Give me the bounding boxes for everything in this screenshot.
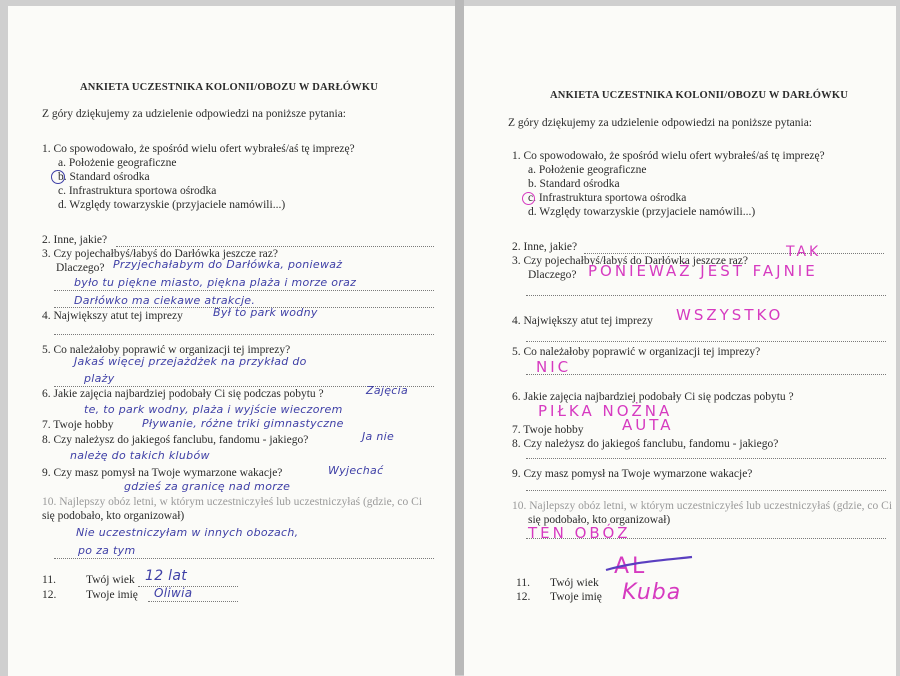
answer-6-line-2: te, to park wodny, plaża i wyjście wieczorem: [84, 403, 343, 416]
question-12-number: 12.: [42, 589, 57, 601]
page-gutter: [455, 0, 464, 675]
question-9: 9. Czy masz pomysł na Twoje wymarzone wakacje?: [42, 467, 283, 479]
question-10-cont: się podobało, kto organizował): [528, 514, 671, 526]
survey-title: ANKIETA UCZESTNIKA KOLONII/OBOZU W DARŁÓWKU: [550, 90, 848, 101]
answer-10: TEN OBÓZ: [528, 524, 631, 542]
q1-option-a: a. Położenie geograficzne: [58, 157, 177, 169]
answer-6: PIŁKA NOŻNA: [538, 402, 673, 420]
question-5: 5. Co należałoby poprawić w organizacji tej imprezy?: [42, 344, 291, 356]
question-1: 1. Co spowodowało, że spośród wielu ofert wybrałeś/aś tę imprezę?: [512, 150, 825, 162]
q1-option-b: b. Standard ośrodka: [58, 171, 150, 183]
answer-3: PONIEWAŻ JEST FAJNIE: [588, 262, 818, 280]
answer-line: [584, 253, 884, 254]
survey-title: ANKIETA UCZESTNIKA KOLONII/OBOZU W DARŁÓWKU: [80, 82, 378, 93]
question-3-why: Dlaczego?: [528, 269, 577, 281]
question-6: 6. Jakie zajęcia najbardziej podobały Ci się podczas pobytu ?: [512, 391, 794, 403]
question-11: Twój wiek: [86, 574, 135, 586]
question-3: 3. Czy pojechałbyś/łabyś do Darłówka jeszcze raz?: [42, 248, 278, 260]
answer-line: [526, 490, 886, 491]
answer-5: NIC: [536, 358, 572, 376]
right-survey-sheet: [464, 6, 896, 676]
answer-line: [526, 458, 886, 459]
answer-line: [526, 538, 886, 539]
question-12: Twoje imię: [86, 589, 138, 601]
q1-option-c: c. Infrastruktura sportowa ośrodka: [58, 185, 217, 197]
answer-8-line-1: Ja nie: [362, 430, 395, 443]
question-12: Twoje imię: [550, 591, 602, 603]
q1-option-c: c. Infrastruktura sportowa ośrodka: [528, 192, 687, 204]
question-10: 10. Najlepszy obóz letni, w którym uczestniczyłeś lub uczestniczyłaś (gdzie, co Ci: [512, 500, 893, 512]
answer-7: AUTA: [622, 416, 674, 434]
answer-line: [116, 246, 434, 247]
q1-option-d: d. Względy towarzyskie (przyjaciele namówili...): [58, 199, 286, 211]
left-survey-sheet: [8, 6, 455, 676]
answer-9-line-1: Wyjechać: [328, 464, 384, 477]
answer-5-line-1: Jakaś więcej przejażdżek na przykład do: [74, 355, 307, 368]
question-4: 4. Największy atut tej imprezy: [512, 315, 653, 327]
answer-10-line-2: po za tym: [78, 544, 136, 557]
question-5: 5. Co należałoby poprawić w organizacji tej imprezy?: [512, 346, 761, 358]
answer-12: Oliwia: [154, 586, 193, 600]
answer-7: Pływanie, różne triki gimnastyczne: [142, 417, 344, 430]
question-2: 2. Inne, jakie?: [42, 234, 108, 246]
question-10-cont: się podobało, kto organizował): [42, 510, 185, 522]
answer-11: 12 lat: [145, 568, 188, 584]
survey-intro: Z góry dziękujemy za udzielenie odpowiedzi na poniższe pytania:: [508, 117, 812, 129]
answer-8-line-2: należę do takich klubów: [70, 449, 210, 462]
q1-choice-circle: [51, 170, 65, 184]
q1-choice-circle: [522, 192, 535, 205]
answer-4: Był to park wodny: [213, 306, 318, 319]
question-3-why: Dlaczego?: [56, 262, 105, 274]
answer-11: AL: [614, 554, 648, 579]
question-1: 1. Co spowodowało, że spośród wielu ofert wybrałeś/aś tę imprezę?: [42, 143, 355, 155]
answer-3-line-3: Darłówko ma ciekawe atrakcje.: [74, 294, 256, 307]
answer-3-line-2: było tu piękne miasto, piękna plaża i morze oraz: [74, 276, 357, 289]
answer-line: [54, 558, 434, 559]
question-11-number: 11.: [516, 577, 530, 589]
answer-9-line-2: gdzieś za granicę nad morze: [124, 480, 291, 493]
question-11: Twój wiek: [550, 577, 599, 589]
question-8: 8. Czy należysz do jakiegoś fanclubu, fandomu - jakiego?: [512, 438, 779, 450]
answer-line: [526, 341, 886, 342]
answer-10-line-1: Nie uczestniczyłam w innych obozach,: [76, 526, 299, 539]
survey-intro: Z góry dziękujemy za udzielenie odpowiedzi na poniższe pytania:: [42, 108, 346, 120]
question-12-number: 12.: [516, 591, 531, 603]
question-10: 10. Najlepszy obóz letni, w którym uczestniczyłeś lub uczestniczyłaś (gdzie, co Ci: [42, 496, 423, 508]
answer-line: [54, 334, 434, 335]
answer-line: [54, 290, 434, 291]
question-6: 6. Jakie zajęcia najbardziej podobały Ci się podczas pobytu ?: [42, 388, 324, 400]
answer-3-top: TAK: [786, 244, 822, 260]
answer-12: Kuba: [622, 580, 682, 605]
answer-6-line-1: Zajęcia: [366, 384, 409, 397]
question-2: 2. Inne, jakie?: [512, 241, 578, 253]
q1-option-a: a. Położenie geograficzne: [528, 164, 647, 176]
question-9: 9. Czy masz pomysł na Twoje wymarzone wakacje?: [512, 468, 753, 480]
answer-4: WSZYSTKO: [676, 306, 784, 324]
question-4: 4. Największy atut tej imprezy: [42, 310, 183, 322]
answer-line: [526, 295, 886, 296]
question-8: 8. Czy należysz do jakiegoś fanclubu, fandomu - jakiego?: [42, 434, 309, 446]
question-7: 7. Twoje hobby: [512, 424, 584, 436]
q1-option-b: b. Standard ośrodka: [528, 178, 620, 190]
pen-stroke: [604, 554, 694, 574]
question-3: 3. Czy pojechałbyś/łabyś do Darłówka jeszcze raz?: [512, 255, 748, 267]
question-7: 7. Twoje hobby: [42, 419, 114, 431]
question-11-number: 11.: [42, 574, 56, 586]
answer-3-line-1: Przyjechałabym do Darłówka, ponieważ: [113, 258, 343, 271]
answer-line: [148, 601, 238, 602]
answer-line: [526, 374, 886, 375]
answer-5-line-2: plaży: [84, 372, 115, 385]
q1-option-d: d. Względy towarzyskie (przyjaciele namówili...): [528, 206, 756, 218]
